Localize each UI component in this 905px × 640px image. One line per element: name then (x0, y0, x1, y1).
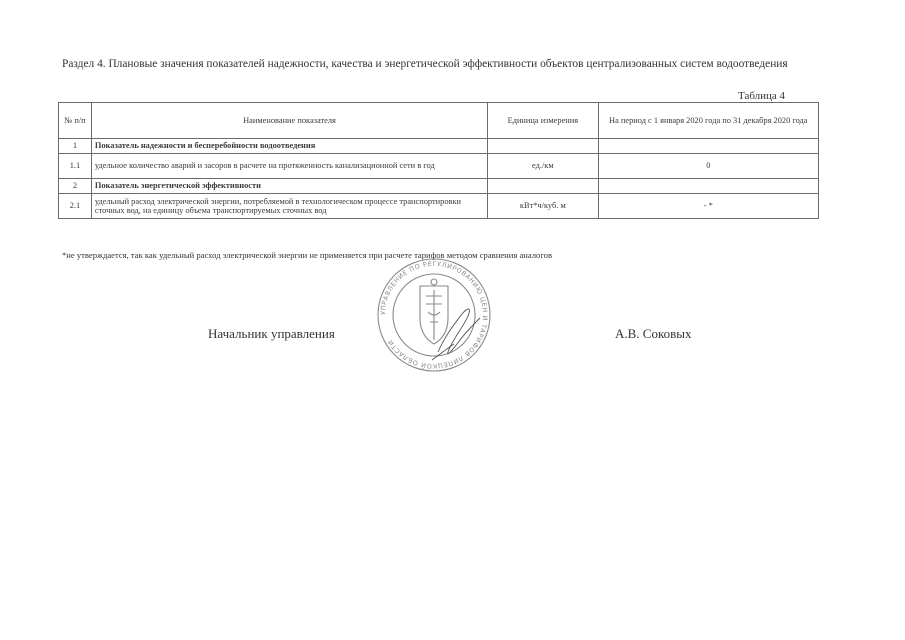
section-heading: Раздел 4. Плановые значения показателей надежности, качества и энергетической эффективности объектов централизованных систем водоотведения (62, 58, 788, 70)
table-caption: Таблица 4 (738, 90, 786, 102)
row-name: удельный расход электрической энергии, потребляемой в технологическом процессе транспортировки сточных вод, на единицу объема транспортируемых сточных вод (91, 194, 487, 219)
header-num: № п/п (59, 103, 92, 139)
row-unit (488, 139, 598, 154)
row-name: Показатель надежности и бесперебойности водоотведения (91, 139, 487, 154)
row-value (598, 179, 818, 194)
footnote: *не утверждается, так как удельный расход электрической энергии не применяется при расчете тарифов методом сравнения аналогов (62, 250, 552, 260)
stamp-ring-text: УПРАВЛЕНИЕ ПО РЕГУЛИРОВАНИЮ ЦЕН И ТАРИФОВ ЛИПЕЦКОЙ ОБЛАСТИ (378, 259, 490, 371)
header-unit: Единица измерения (488, 103, 598, 139)
row-unit (488, 179, 598, 194)
signature-title: Начальник управления (208, 326, 335, 341)
row-name: удельное количество аварий и засоров в расчете на протяженность канализационной сети в год (91, 154, 487, 179)
table-row (59, 179, 819, 194)
row-num: 2.1 (59, 194, 92, 219)
indicators-table (58, 102, 819, 219)
header-name: Наименование показателя (91, 103, 487, 139)
official-stamp (368, 256, 500, 374)
table-row (59, 139, 819, 154)
row-unit: кВт*ч/куб. м (488, 194, 598, 219)
signature-name: А.В. Соковых (615, 326, 692, 341)
row-name: Показатель энергетической эффективности (91, 179, 487, 194)
row-value: 0 (598, 154, 818, 179)
row-value: - * (598, 194, 818, 219)
row-num: 1.1 (59, 154, 92, 179)
table-row (59, 154, 819, 179)
header-period: На период с 1 января 2020 года по 31 декабря 2020 года (598, 103, 818, 139)
row-unit: ед./км (488, 154, 598, 179)
table-header-row (59, 103, 819, 139)
row-num: 1 (59, 139, 92, 154)
row-value (598, 139, 818, 154)
row-num: 2 (59, 179, 92, 194)
table-row (59, 194, 819, 219)
